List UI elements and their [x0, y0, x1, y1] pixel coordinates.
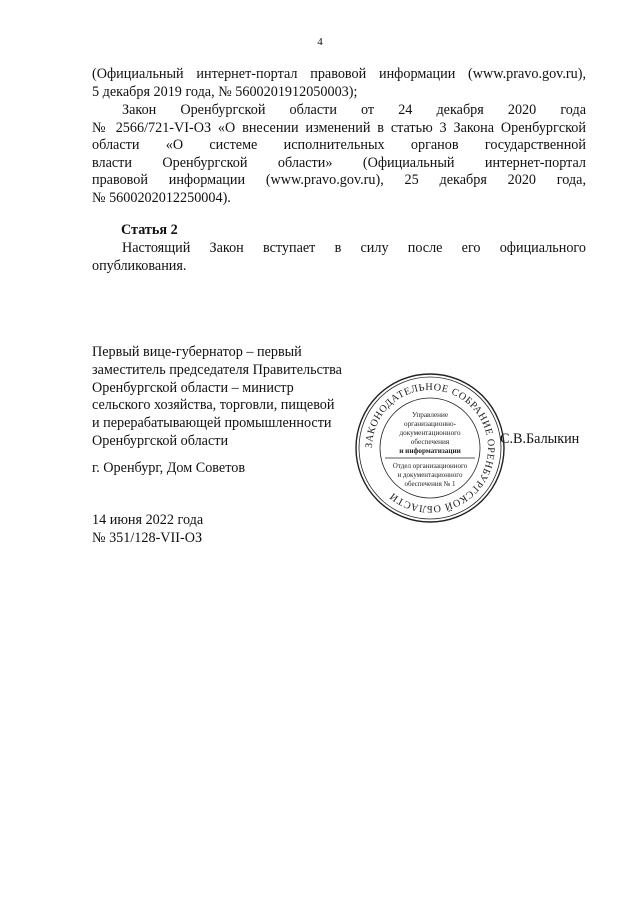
- seal-inner-line: документационного: [399, 429, 461, 437]
- paragraph-line: № 2566/721-VI-ОЗ «О внесении изменений в статью 3 Закона Оренбургской: [92, 119, 586, 136]
- paragraph-line: Закон Оренбургской области от 24 декабря 2020 года: [122, 102, 586, 118]
- seal-inner-line: и документационного: [397, 471, 463, 479]
- paragraph-line: области «О системе исполнительных органов государственной: [92, 137, 586, 154]
- signatory-line: заместитель председателя Правительства: [92, 361, 342, 378]
- signatory-line: Оренбургской области – министр: [92, 379, 294, 396]
- paragraph-line: № 5600202012250004).: [92, 189, 231, 206]
- article-title: Статья 2: [121, 222, 178, 238]
- seal-ring-text: ЗАКОНОДАТЕЛЬНОЕ СОБРАНИЕ ОРЕНБУРГСКОЙ ОБЛАСТИ: [363, 381, 497, 515]
- signatory-line: Оренбургской области: [92, 432, 229, 449]
- signatory-line: сельского хозяйства, торговли, пищевой: [92, 397, 335, 414]
- signatory-line: Первый вице-губернатор – первый: [92, 344, 302, 360]
- signatory-line: и перерабатывающей промышленности: [92, 415, 332, 432]
- seal-inner-line: организационно-: [403, 420, 457, 428]
- place-of-signing: г. Оренбург, Дом Советов: [92, 460, 246, 476]
- paragraph-line: опубликования.: [92, 257, 187, 274]
- paragraph-law-2020: [92, 102, 586, 208]
- paragraph-line: власти Оренбургской области» (Официальный интернет-портал: [92, 154, 586, 171]
- signatory-title: [92, 344, 362, 451]
- paragraph-line: правовой информации (www.pravo.gov.ru), 25 декабря 2020 года,: [92, 172, 586, 189]
- seal-inner-line: обеспечения: [410, 438, 450, 446]
- law-date: 14 июня 2022 года: [92, 512, 204, 528]
- law-number: № 351/128-VII-ОЗ: [92, 530, 203, 546]
- seal-inner-line: Управление: [411, 411, 449, 419]
- paragraph-line: 5 декабря 2019 года, № 5600201912050003);: [92, 83, 358, 100]
- official-seal-stamp: [353, 371, 507, 525]
- paragraph-line: (Официальный интернет-портал правовой информации (www.pravo.gov.ru),: [92, 66, 586, 82]
- seal-inner-line: и информатизации: [399, 447, 461, 455]
- paragraph-source-2019: [92, 66, 586, 101]
- signatory-name: С.В.Балыкин: [500, 431, 580, 447]
- article-body: [92, 240, 586, 275]
- seal-inner-line: обеспечения № 1: [404, 480, 456, 488]
- seal-inner-line: Отдел организационного: [392, 462, 468, 470]
- page-number: 4: [317, 36, 323, 48]
- paragraph-line: Настоящий Закон вступает в силу после его официального: [122, 240, 586, 256]
